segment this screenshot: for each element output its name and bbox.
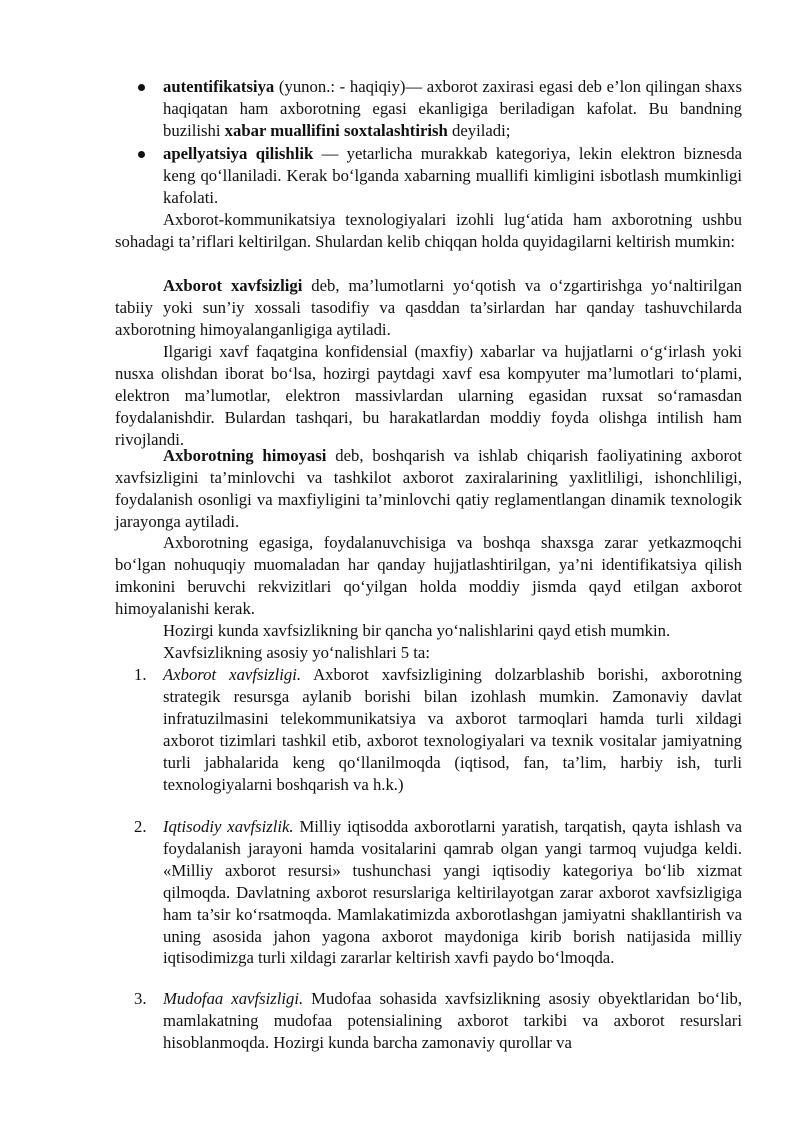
paragraph-text: Axborot-kommunikatsiya texnologiyalari izohli lug‘atida ham axborotning ushbu sohadagi ta’riflari keltirilgan. Shulardan kelib chiqqan holda quyidagilarni keltirish mumkin:: [115, 210, 742, 251]
definition-text: deb, ma’lumotlarni yo‘qotish va o‘zgartirishga yo‘naltirilgan tabiiy yoki sun’iy xossali tasodifiy va qasddan ta’sirlardan har qanday tashuvchilarda axborotning himoyalanganligiga aytiladi.: [115, 276, 742, 339]
bullet-item-appellation: [163, 143, 742, 209]
definition-term: Axborotning himoyasi: [163, 446, 327, 465]
item-text: Milliy iqtisodda axborotlarni yaratish, tarqatish, qayta ishlash va foydalanish jarayoni hamda vositalarini qamrab olgan yangi tarmoq vujudga keldi. «Milliy axborot resursi» tushunchasi yangi iqtisodiy kategoriya bo‘lib xizmat qilmoqda. Davlatning axborot resurslariga keltirilayotgan zarar axborot xavfsizligiga ham ta’sir ko‘rsatmoqda. Mamlakatimizda axborotlashgan jamiyatni shakllantirish va uning asosida jahon yagona axborot maydoniga kirib borish natijasida milliy iqtisodimizga turli xildagi zararlar keltirish xavfi paydo bo‘lmoqda.: [163, 817, 742, 968]
bullet-item-authentication: [163, 76, 742, 142]
definition-text: deb, boshqarish va ishlab chiqarish faoliyatining axborot xavfsizligini ta’minlovchi va tashkilot axborot zaxiralarining yaxlitliligi, ishonchliligi, foydalanish osonligi va maxfiyligini ta’minlovchi qatiy reglamentlangan dinamik texnologik jarayonga aytiladi.: [115, 446, 742, 531]
paragraph-text: Ilgarigi xavf faqatgina konfidensial (maxfiy) xabarlar va hujjatlarni o‘g‘irlash yoki nusxa olishdan iborat bo‘lsa, hozirgi paytdagi xavf esa kompyuter ma’lumotlari to‘plami, elektron ma’lumotlar, elektron massivlardan ularning egasidan ruxsat so‘ramasdan foydalanishdir. Bulardan tashqari, bu harakatlardan moddiy foyda olishga intilish ham rivojlandi.: [115, 342, 742, 449]
paragraph-text: Axborotning egasiga, foydalanuvchisiga va boshqa shaxsga zarar yetkazmoqchi bo‘lgan nohuquqiy muomaladan har qanday hujjatlashtirilgan, ya’ni identifikatsiya qilish imkonini beruvchi rekvizitlari qo‘yilgan holda moddiy jismda qayd etilgan axborot himoyalanishi kerak.: [115, 533, 742, 618]
paragraph-threats: [115, 341, 742, 451]
paragraph-text: Xavfsizlikning asosiy yo‘nalishlari 5 ta:: [163, 643, 430, 662]
item-term: Mudofaa xavfsizligi.: [163, 989, 304, 1008]
paragraph-ict-dictionary: [115, 209, 742, 253]
item-term: Iqtisodiy xavfsizlik.: [163, 817, 294, 836]
numbered-item-economic-security: [134, 816, 742, 969]
bullet-bold-phrase: xabar muallifini soxtalashtirish: [224, 120, 448, 140]
item-term: Axborot xavfsizligi.: [163, 665, 302, 684]
paragraph-owner-protection: [115, 532, 742, 620]
item-number: 3.: [134, 989, 147, 1008]
paragraph-text: Hozirgi kunda xavfsizlikning bir qancha yo‘nalishlarini qayd etish mumkin.: [163, 621, 671, 640]
definition-term: Axborot xavfsizligi: [163, 276, 303, 295]
paragraph-info-security-definition: [115, 275, 742, 341]
bullet-text: — yetarlicha murakkab kategoriya, lekin elektron biznesda keng qo‘llaniladi. Kerak bo‘lganda xabarning muallifi kimligini isbotlash mumkinligi kafolati.: [163, 144, 742, 207]
item-text: Axborot xavfsizligining dolzarblashib borishi, axborotning strategik resursga aylanib borishi bilan izohlash mumkin. Zamonaviy davlat infratuzilmasini telekommunikatsiya va axborot tarmoqlari hamda turli xildagi axborot tizimlari tashkil etib, axborot texnologiyalari va texnik vositalar jamiyatning turli jabhalarida keng qo‘llanilmoqda (iqtisod, fan, ta’lim, harbiy ish, turli texnologiyalarni boshqarish va h.k.): [163, 665, 742, 794]
bullet-text-end: deyiladi;: [447, 120, 511, 140]
paragraph-directions-count: [115, 642, 742, 664]
paragraph-directions-intro: [115, 620, 742, 642]
numbered-item-info-security: [134, 664, 742, 795]
numbered-item-defense-security: [134, 988, 742, 1054]
item-number: 1.: [134, 665, 147, 684]
bullet-term: apellyatsiya qilishlik: [163, 144, 314, 163]
bullet-text: (yunon.: - haqiqiy)— axborot zaxirasi egasi deb e’lon qilingan shaxs haqiqatan ham axborotning egasi ekanligiga beriladigan kafolat. Bu bandning buzilishi: [163, 77, 742, 140]
paragraph-info-protection-definition: [115, 445, 742, 533]
bullet-dot-icon: [138, 151, 145, 158]
item-text: Mudofaa sohasida xavfsizlikning asosiy obyektlaridan bo‘lib, mamlakatning mudofaa potensialining axborot tarkibi va axborot resurslari hisoblanmoqda. Hozirgi kunda barcha zamonaviy qurollar va: [163, 989, 742, 1052]
item-number: 2.: [134, 817, 147, 836]
bullet-dot-icon: [138, 84, 145, 91]
bullet-term: autentifikatsiya: [163, 77, 275, 96]
